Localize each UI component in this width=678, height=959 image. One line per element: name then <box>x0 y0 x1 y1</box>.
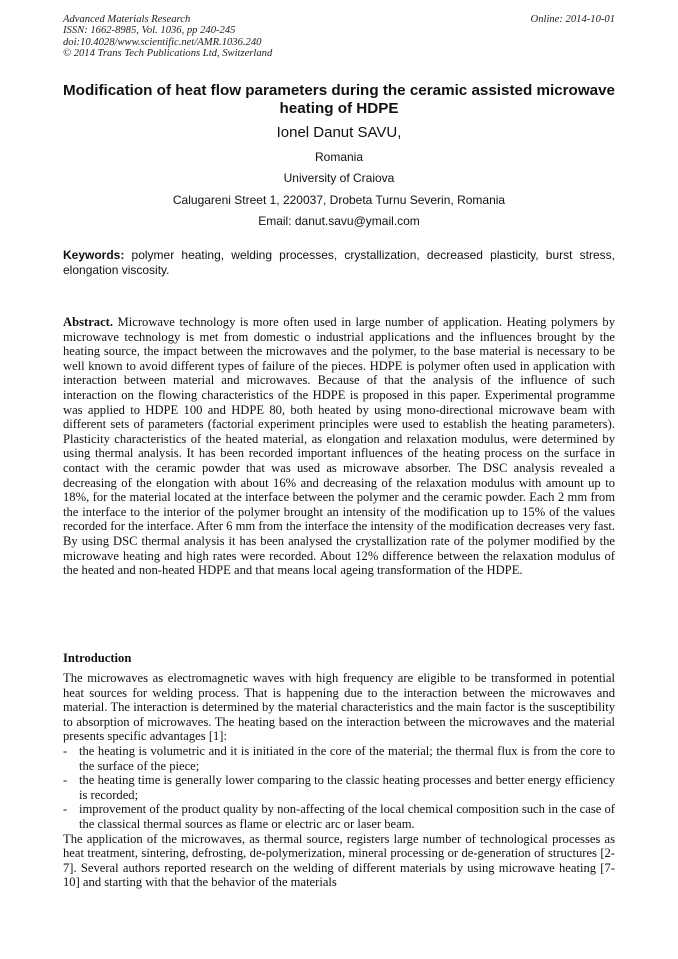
issn-line: ISSN: 1662-8985, Vol. 1036, pp 240-245 <box>63 25 236 37</box>
list-item-text: the heating time is generally lower comparing to the classic heating processes and better energy efficiency is recorded; <box>79 773 615 802</box>
abstract-label: Abstract. <box>63 315 114 329</box>
affiliation-country: Romania <box>314 150 364 164</box>
affiliation-address: Calugareni Street 1, 220037, Drobeta Turnu Severin, Romania <box>172 193 506 207</box>
keywords-label: Keywords: <box>63 248 125 262</box>
introduction-paragraph-1: The microwaves as electromagnetic waves with high frequency are eligible to be transformed in potential heat sources for welding process. That is happening due to the interaction between the microwaves and material. The interaction is determined by the material characteristics and the main factor is the susceptibility to absorption of microwaves. The heating based on the interaction between the microwaves and the material presents specific advantages [1]: <box>63 671 615 744</box>
keywords-block <box>63 248 615 277</box>
introduction-heading: Introduction <box>63 651 132 665</box>
journal-name: Advanced Materials Research <box>63 14 191 25</box>
list-item <box>63 802 615 831</box>
author-email: Email: danut.savu@ymail.com <box>258 214 420 228</box>
list-item <box>63 744 615 773</box>
bullet-dash: - <box>63 802 68 817</box>
bullet-dash: - <box>63 743 68 758</box>
list-item-text: the heating is volumetric and it is initiated in the core of the material; the thermal flux is from the core to the surface of the piece; <box>79 743 615 773</box>
doi-line: doi:10.4028/www.scientific.net/AMR.1036.240 <box>63 36 262 48</box>
abstract-block <box>63 315 615 578</box>
advantages-list <box>63 744 615 832</box>
journal-header <box>63 14 617 59</box>
keywords-text: polymer heating, welding processes, crystallization, decreased plasticity, burst stress, elongation viscosity. <box>63 248 615 277</box>
abstract-text: Microwave technology is more often used in large number of application. Heating polymers by microwave technology is met from domestic o industrial applications and the influences brought by the heating source, the impact between the microwaves and the polymer, to the base material is necessary to be well known to avoid different types of failure of the pieces. HDPE is polymer often used in application with interaction between material and microwaves. Because of that the analysis of the influence of such interaction on the flowing characteristics of the HDPE is proposed in this paper. Experimental programme was applied to HDPE 100 and HDPE 80, both heated by using mono-directional microwave beam with different sets of parameters (factorial experiment principles were used to establish the heating parameters). Plasticity characteristics of the heated material, as elongation and relaxation modulus, were determined by using thermal analysis. It has been recorded important influences of the heating process on the surface in contact with the ceramic powder that was used as microwave absorber. The DSC analysis revealed a decreasing of the elongation with about 16% and decreasing of the relaxation modulus with amount up to 18%, for the material located at the interface between the polymer and the ceramic powder. Each 2 mm from the interface to the interior of the polymer brought an intensity of the modification up to 15% of the values recorded for the interface. After 6 mm from the interface the intensity of the modification decreases very fast. By using DSC thermal analysis it has been analysed the crystallization rate of the polymer modified by the microwave heating and high rates were recorded. About 12% difference between the relaxation modulus of the heated and non-heated HDPE and that means local ageing transformation of the HDPE. <box>63 315 615 578</box>
introduction-body <box>63 671 615 890</box>
list-item <box>63 773 615 802</box>
copyright-line: © 2014 Trans Tech Publications Ltd, Switzerland <box>63 47 273 59</box>
introduction-paragraph-2: The application of the microwaves, as thermal source, registers large number of technological processes as heat treatment, sintering, defrosting, de-polymerization, mineral processing or de-generation of structures [2-7]. Several authors reported research on the welding of different materials by using microwave heating [7-10] and starting with that the behavior of the materials <box>63 831 615 890</box>
author-name: Ionel Danut SAVU, <box>276 124 402 141</box>
online-date: Online: 2014-10-01 <box>530 14 615 25</box>
affiliation-university: University of Craiova <box>283 171 395 185</box>
paper-title: Modification of heat flow parameters during the ceramic assisted microwave heating of HDPE <box>63 82 615 117</box>
list-item-text: improvement of the product quality by non-affecting of the local chemical composition such in the case of the classical thermal sources as flame or electric arc or laser beam. <box>79 802 615 831</box>
bullet-dash: - <box>63 773 68 788</box>
